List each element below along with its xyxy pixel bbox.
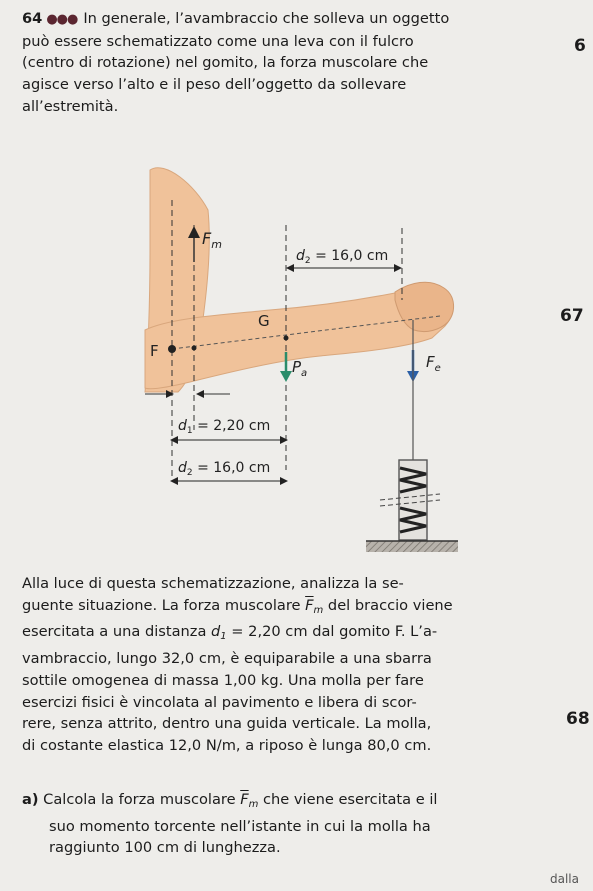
problem-body [22,573,542,757]
intro-line-5: all’estremità. [22,97,119,115]
d1-label: $d_1 = 2,20$ cm [178,418,271,436]
body-line-8: di costante elastica 12,0 N/m, a riposo è lunga 80,0 cm. [22,736,432,754]
side-number-66: 6 [574,36,586,56]
muscle-force-symbol: $\overline{F}$ [305,596,314,614]
problem-number: 64 [22,10,43,27]
elbow-fulcrum-point [168,345,176,353]
cutoff-text: dalla [550,872,579,886]
intro-text-1: In generale, l’avambraccio che solleva un oggetto [83,10,450,27]
body-line-2: guente situazione. La forza muscolare $\overline{F}_m$ del braccio viene [22,596,453,616]
floor-hatch [366,541,458,552]
weight-label: $P_a$ [292,358,308,379]
intro-line-4: agisce verso l’alto e il peso dell’oggetto da sollevare [22,76,407,94]
spring-force-label: $F_e$ [426,353,441,374]
question-a-label: a) [22,791,39,808]
body-line-1: Alla luce di questa schematizzazione, analizza la se- [22,575,404,592]
intro-line-3: (centro di rotazione) nel gomito, la forza muscolare che [22,54,429,72]
question-a-line-2: suo momento torcente nell’istante in cui la molla ha [49,817,431,835]
question-a-line-1: a) Calcola la forza muscolare $\overline{F}_m$ che viene esercitata e il [22,791,438,810]
body-line-3: esercitata a una distanza $d_1 = 2,20$ cm dal gomito F. L’a- [22,623,438,643]
body-line-6: esercizi fisici è vincolata al pavimento e libera di scor- [22,693,417,711]
difficulty-dots: ●●● [46,12,78,27]
body-line-4: vambraccio, lungo 32,0 cm, è equiparabile a una sbarra [22,650,432,668]
body-line-5: sottile omogenea di massa 1,00 kg. Una molla per fare [22,671,424,689]
side-number-67: 67 [560,306,584,326]
d2-top-label: $d_2 = 16,0$ cm [296,248,389,266]
fulcrum-label: F [150,342,159,360]
question-a-line-3: raggiunto 100 cm di lunghezza. [49,839,281,857]
d2-bottom-label: $d_2 = 16,0$ cm [178,460,271,478]
intro-line-2: può essere schematizzato come una leva con il fulcro [22,32,414,50]
side-number-68: 68 [566,709,590,729]
question-a [22,789,542,859]
center-of-mass-point [284,336,289,341]
muscle-attachment-point [192,346,197,351]
center-of-mass-label: G [258,312,270,330]
distance-symbol: d [211,623,221,641]
muscle-force-label: $F_m$ [202,229,222,251]
weight-arrow-head [280,371,292,382]
body-line-7: rere, senza attrito, dentro una guida verticale. La molla, [22,715,432,733]
